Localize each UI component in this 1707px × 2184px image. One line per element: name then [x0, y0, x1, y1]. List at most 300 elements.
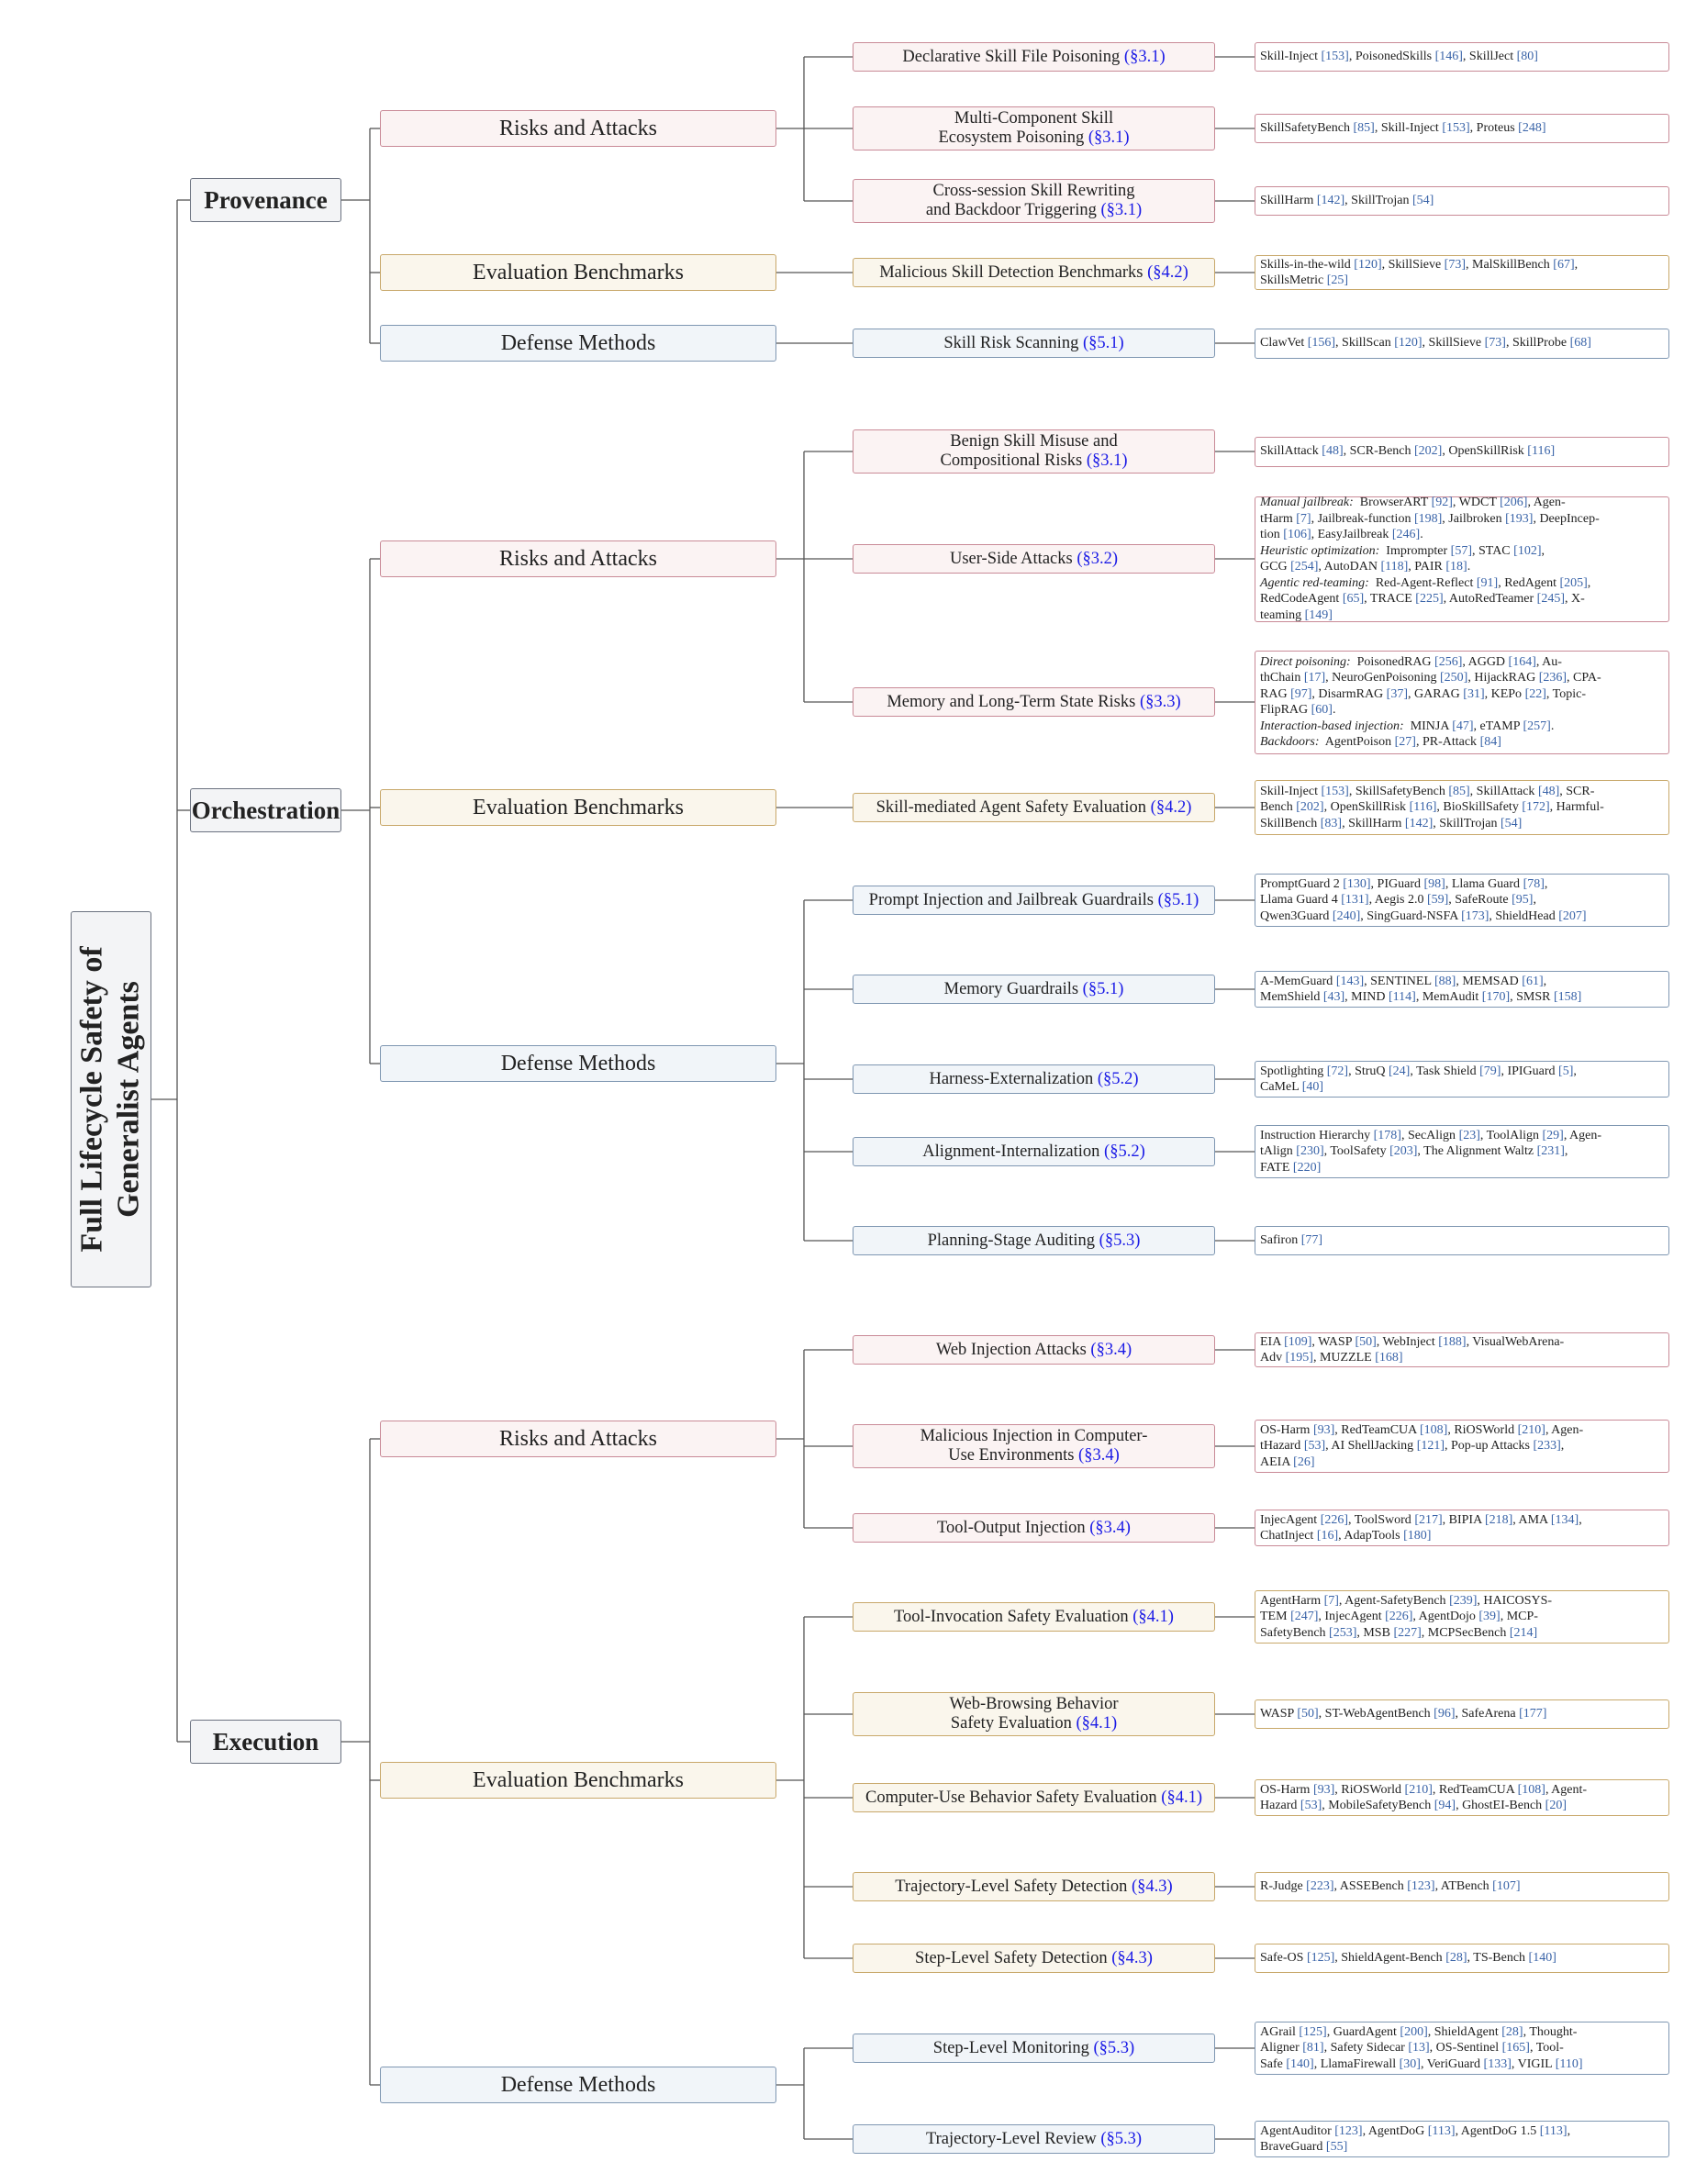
citation: [29] [1542, 1128, 1564, 1142]
category-line [902, 48, 1165, 67]
category-node [853, 1424, 1215, 1468]
category-title: Trajectory-Level Safety Detection [895, 1877, 1128, 1896]
category-line [938, 128, 1129, 148]
category-node [853, 258, 1215, 287]
method-names: , DeepIncep- [1533, 511, 1600, 526]
citation: [140] [1286, 2056, 1314, 2071]
citation: [16] [1316, 1529, 1339, 1543]
references-box [1255, 971, 1669, 1008]
method-names: , Pop-up Attacks [1445, 1439, 1534, 1454]
references-line [1260, 1798, 1587, 1814]
section-ref: (§5.2) [1104, 1142, 1145, 1161]
category-title: Ecosystem Poisoning [938, 128, 1085, 147]
category-line [933, 2039, 1134, 2058]
references-line [1260, 1782, 1587, 1799]
root-node [71, 911, 151, 1287]
method-names: , ToolSafety [1323, 1144, 1390, 1159]
method-names: Skills-in-the-wild [1260, 257, 1355, 272]
category-node [853, 429, 1215, 474]
method-names: , NeuroGenPoisoning [1325, 671, 1440, 685]
section-ref: (§3.1) [1088, 128, 1130, 147]
method-names: tHazard [1260, 1439, 1304, 1454]
citation: [207] [1558, 908, 1587, 923]
method-names: , EasyJailbreak [1311, 528, 1392, 541]
category-text [938, 109, 1129, 148]
category-text [936, 1341, 1132, 1360]
references-box [1255, 329, 1669, 359]
citation: [225] [1415, 592, 1444, 606]
category-text [926, 182, 1142, 220]
citation: [106] [1283, 528, 1311, 541]
method-names: , MemAudit [1415, 990, 1482, 1004]
method-names: , AdapTools [1338, 1529, 1404, 1543]
references-line [1260, 49, 1538, 65]
references-line [1260, 1512, 1582, 1529]
category-node [853, 1226, 1215, 1255]
citation: [217] [1414, 1512, 1443, 1527]
stage-provenance [190, 178, 341, 222]
method-names: , Thought- [1523, 2024, 1578, 2039]
method-names: , ATBench [1434, 1879, 1493, 1894]
category-node [853, 179, 1215, 223]
category-heading: Manual jailbreak: [1260, 496, 1357, 509]
method-names: , KEPo [1484, 686, 1525, 701]
category-text [869, 891, 1199, 910]
method-names: . [1420, 528, 1423, 541]
references-text [1260, 974, 1581, 1006]
method-names: , SkillProbe [1505, 336, 1570, 351]
citation: [125] [1299, 2024, 1327, 2039]
references-text [1260, 1232, 1322, 1249]
section-ref: (§5.3) [1100, 2129, 1143, 2148]
citation: [250] [1440, 671, 1468, 685]
group-label: Evaluation Benchmarks [473, 260, 684, 284]
method-names: , GARAG [1408, 686, 1464, 701]
references-line [1260, 591, 1600, 607]
citation: [133] [1483, 2056, 1512, 2071]
citation: [113] [1539, 2123, 1568, 2138]
method-names: , SkillSieve [1422, 336, 1485, 351]
citation: [28] [1501, 2024, 1523, 2039]
stage-orchestration [190, 788, 341, 832]
method-names: , ToolSword [1348, 1512, 1415, 1527]
citation: [85] [1353, 121, 1375, 136]
category-line [894, 1608, 1174, 1627]
references-line [1260, 1878, 1521, 1895]
citation: [245] [1536, 592, 1565, 606]
references-line [1260, 559, 1600, 575]
method-names: PoisonedRAG [1354, 654, 1435, 669]
citation: [168] [1375, 1351, 1403, 1365]
method-names: , STAC [1471, 543, 1514, 558]
citation: [248] [1518, 121, 1546, 136]
citation: [108] [1517, 1782, 1545, 1797]
category-node [853, 1872, 1215, 1901]
category-line [950, 550, 1118, 569]
method-names: , SENTINEL [1364, 974, 1434, 988]
method-names: , SecAlign [1400, 1128, 1459, 1142]
method-names: , ShieldAgent-Bench [1334, 1951, 1446, 1966]
citation: [143] [1335, 974, 1365, 988]
method-names: AEIA [1260, 1454, 1294, 1469]
method-names: , VeriGuard [1420, 2056, 1484, 2071]
citation: [108] [1420, 1422, 1448, 1437]
method-names: WASP [1260, 1707, 1298, 1722]
category-line [926, 2130, 1142, 2149]
method-names: tAlign [1260, 1144, 1297, 1159]
category-title: Tool-Invocation Safety Evaluation [894, 1607, 1129, 1626]
category-line [940, 451, 1127, 471]
category-node [853, 1602, 1215, 1632]
references-box [1255, 1061, 1669, 1098]
references-text [1260, 1512, 1582, 1544]
section-ref: (§5.1) [1082, 333, 1124, 352]
method-names: Instruction Hierarchy [1260, 1128, 1374, 1142]
citation: [93] [1312, 1782, 1335, 1797]
method-names: , Safety Sidecar [1323, 2041, 1409, 2056]
references-line [1260, 2024, 1583, 2041]
citation: [95] [1512, 893, 1534, 908]
section-ref: (§4.1) [1076, 1714, 1118, 1733]
citation: [26] [1293, 1454, 1315, 1469]
method-names: , Harmful- [1549, 800, 1604, 815]
method-names: Imprompter [1382, 543, 1451, 558]
category-title: Memory and Long-Term State Risks [887, 692, 1136, 711]
method-names: , Agen- [1545, 1422, 1584, 1437]
references-line [1260, 2040, 1583, 2056]
method-names: , MalSkillBench [1466, 257, 1554, 272]
category-node [853, 2034, 1215, 2063]
references-box [1255, 874, 1669, 927]
citation: [114] [1389, 990, 1416, 1004]
category-line [938, 109, 1129, 128]
method-names: , AI ShellJacking [1325, 1439, 1417, 1454]
category-title: Cross-session Skill Rewriting [932, 182, 1135, 200]
method-names: , SkillSafetyBench [1348, 784, 1449, 798]
citation: [92] [1431, 496, 1453, 509]
references-line [1260, 784, 1604, 800]
category-node [853, 544, 1215, 574]
citation: [77] [1300, 1233, 1323, 1248]
method-names: SkillsMetric [1260, 273, 1327, 287]
method-names: EIA [1260, 1334, 1285, 1349]
group-label: Defense Methods [500, 2072, 656, 2097]
references-line [1260, 2056, 1583, 2073]
citation: [203] [1389, 1144, 1418, 1159]
citation: [83] [1320, 816, 1343, 830]
category-line [876, 798, 1192, 818]
citation: [131] [1341, 893, 1369, 908]
citation: [22] [1524, 686, 1546, 701]
citation: [31] [1463, 686, 1485, 701]
citation: [236] [1538, 671, 1568, 685]
category-title: Benign Skill Misuse and [950, 432, 1118, 451]
citation: [110] [1555, 2056, 1583, 2071]
section-ref: (§3.3) [1139, 692, 1181, 711]
citation: [202] [1414, 444, 1443, 459]
category-title: Alignment-Internalization [922, 1142, 1100, 1161]
references-box [1255, 255, 1669, 290]
method-names: , SafeArena [1455, 1707, 1520, 1722]
references-line [1260, 1950, 1556, 1967]
method-names: AgentAuditor [1260, 2123, 1335, 2138]
method-names: , DisarmRAG [1311, 686, 1387, 701]
references-text [1260, 1782, 1587, 1814]
citation: [140] [1528, 1951, 1556, 1966]
category-node [853, 1692, 1215, 1736]
method-names: , AgentDoG 1.5 [1455, 2123, 1540, 2138]
citation: [53] [1300, 1799, 1322, 1812]
references-text [1260, 257, 1578, 289]
group-risk [380, 1421, 776, 1457]
category-node [853, 975, 1215, 1004]
references-line [1260, 543, 1600, 560]
citation: [233] [1533, 1439, 1561, 1454]
method-names: Adv [1260, 1351, 1286, 1365]
method-names: , MCP- [1500, 1610, 1538, 1624]
references-text [1260, 1706, 1546, 1722]
method-names: , [1533, 893, 1536, 908]
references-text [1260, 1128, 1601, 1176]
group-label: Evaluation Benchmarks [473, 795, 684, 819]
method-names: A-MemGuard [1260, 974, 1336, 988]
citation: [156] [1307, 336, 1336, 351]
references-line [1260, 1422, 1583, 1439]
method-names: FlipRAG [1260, 703, 1311, 717]
method-names: , MIND [1344, 990, 1389, 1004]
citation: [239] [1449, 1593, 1478, 1608]
citation: [23] [1458, 1128, 1480, 1142]
method-names: , AgentDoG [1362, 2123, 1428, 2138]
references-box [1255, 1125, 1669, 1178]
method-names: TEM [1260, 1610, 1291, 1624]
method-names: , ShieldAgent [1427, 2024, 1502, 2039]
method-names: GCG [1260, 560, 1291, 574]
category-line [950, 1714, 1119, 1733]
category-line [895, 1878, 1172, 1897]
category-title: Step-Level Monitoring [932, 2038, 1089, 2057]
category-title: Step-Level Safety Detection [915, 1948, 1108, 1967]
section-ref: (§4.1) [1161, 1788, 1202, 1807]
method-names: , Aegis 2.0 [1368, 893, 1427, 908]
method-names: , [1567, 2123, 1571, 2138]
category-node [853, 1064, 1215, 1094]
method-names: , HijackRAG [1467, 671, 1539, 685]
group-def [380, 2067, 776, 2103]
citation: [180] [1403, 1529, 1432, 1543]
references-box [1255, 1420, 1669, 1473]
citation: [153] [1442, 121, 1470, 136]
references-line [1260, 511, 1600, 528]
citation: [231] [1536, 1144, 1565, 1159]
citation: [57] [1450, 543, 1472, 558]
citation: [188] [1438, 1334, 1467, 1349]
method-names: Spotlighting [1260, 1064, 1327, 1078]
method-names: , Proteus [1469, 121, 1519, 136]
citation: [60] [1311, 703, 1333, 717]
references-line [1260, 1438, 1583, 1454]
references-text [1260, 193, 1434, 209]
citation: [73] [1484, 336, 1506, 351]
citation: [226] [1385, 1610, 1413, 1624]
references-box [1255, 1872, 1669, 1901]
method-names: OS-Harm [1260, 1782, 1313, 1797]
method-names: , LlamaFirewall [1313, 2056, 1400, 2071]
method-names: Safe-OS [1260, 1951, 1307, 1966]
method-names: . [1467, 560, 1471, 574]
section-ref: (§3.4) [1090, 1340, 1132, 1359]
method-names: , [1579, 1512, 1582, 1527]
category-line [920, 1427, 1148, 1446]
category-line [936, 1341, 1132, 1360]
citation: [81] [1302, 2041, 1324, 2056]
section-ref: (§5.1) [1157, 890, 1199, 909]
method-names: , Tool- [1529, 2041, 1564, 2056]
citation: [54] [1411, 194, 1434, 208]
method-names: , Llama Guard [1445, 876, 1523, 891]
references-box [1255, 780, 1669, 835]
citation: [172] [1522, 800, 1550, 815]
root-title-line2: Generalist Agents [112, 981, 147, 1218]
group-eval [380, 1762, 776, 1799]
category-text [895, 1878, 1172, 1897]
references-line [1260, 273, 1578, 289]
citation: [202] [1296, 800, 1324, 815]
references-line [1260, 974, 1581, 990]
references-text [1260, 335, 1591, 351]
citation: [54] [1501, 816, 1523, 830]
citation: [170] [1481, 990, 1511, 1004]
method-names: SkillBench [1260, 816, 1321, 830]
method-names: , SkillAttack [1469, 784, 1538, 798]
references-line [1260, 1454, 1583, 1471]
method-names: BrowserART [1356, 496, 1432, 509]
method-names: , [1587, 575, 1591, 590]
section-ref: (§5.3) [1093, 2038, 1135, 2057]
references-line [1260, 1350, 1564, 1366]
category-text [920, 1427, 1148, 1465]
category-node [853, 1783, 1215, 1812]
method-names: MemShield [1260, 990, 1323, 1004]
references-line [1260, 734, 1601, 751]
references-line [1260, 495, 1600, 511]
citation: [98] [1423, 876, 1445, 891]
citation: [210] [1404, 1782, 1433, 1797]
method-names: , MUZZLE [1312, 1351, 1376, 1365]
category-title: Safety Evaluation [950, 1714, 1072, 1733]
category-node [853, 1335, 1215, 1365]
citation: [97] [1290, 686, 1312, 701]
method-names: , TRACE [1364, 592, 1416, 606]
method-names: . [1550, 719, 1555, 733]
stage-label: Orchestration [191, 796, 340, 824]
method-names: tHarm [1260, 511, 1297, 526]
citation: [218] [1484, 1512, 1513, 1527]
method-names: ClawVet [1260, 336, 1308, 351]
category-line [865, 1788, 1202, 1808]
method-names: , MCPSecBench [1421, 1625, 1510, 1640]
category-node [853, 42, 1215, 72]
citation: [94] [1434, 1799, 1456, 1812]
references-box [1255, 114, 1669, 143]
root-title [74, 946, 148, 1252]
citation: [257] [1523, 719, 1551, 733]
references-box [1255, 437, 1669, 467]
citation: [85] [1448, 784, 1470, 798]
citation: [39] [1478, 1610, 1501, 1624]
citation: [120] [1354, 257, 1382, 272]
citation: [113] [1427, 2123, 1456, 2138]
references-text [1260, 495, 1600, 623]
method-names: Bench [1260, 800, 1297, 815]
category-line [879, 263, 1188, 283]
method-names: , RedTeamCUA [1432, 1782, 1518, 1797]
method-names: , RiOSWorld [1334, 1782, 1405, 1797]
citation: [134] [1550, 1512, 1579, 1527]
citation: [121] [1416, 1439, 1445, 1454]
method-names: , WDCT [1452, 496, 1501, 509]
method-names: , MEMSAD [1456, 974, 1523, 988]
references-line [1260, 1609, 1552, 1625]
method-names: AgentHarm [1260, 1593, 1324, 1608]
method-names: , ST-WebAgentBench [1318, 1707, 1434, 1722]
citation: [48] [1537, 784, 1560, 798]
citation: [72] [1326, 1064, 1349, 1078]
references-line [1260, 816, 1604, 832]
category-node [853, 1944, 1215, 1973]
method-names: , Agen- [1527, 496, 1566, 509]
category-title: Skill Risk Scanning [943, 333, 1079, 352]
method-names: , VIGIL [1511, 2056, 1556, 2071]
method-names: , [1560, 1439, 1565, 1454]
citation: [17] [1303, 671, 1326, 685]
method-names: , ShieldHead [1489, 908, 1559, 923]
stage-label: Execution [212, 1727, 319, 1755]
citation: [79] [1479, 1064, 1501, 1078]
citation: [226] [1320, 1512, 1349, 1527]
method-names: SkillAttack [1260, 444, 1322, 459]
category-title: Memory Guardrails [943, 979, 1079, 998]
group-label: Risks and Attacks [499, 1426, 657, 1451]
section-ref: (§5.2) [1097, 1069, 1139, 1088]
method-names: SafetyBench [1260, 1625, 1330, 1640]
method-names: , ASSEBench [1333, 1879, 1408, 1894]
citation: [142] [1404, 816, 1434, 830]
method-names: MINJA [1407, 719, 1453, 733]
category-text [922, 1142, 1145, 1162]
citation: [116] [1409, 800, 1437, 815]
method-names: , MSB [1356, 1625, 1394, 1640]
citation: [67] [1553, 257, 1575, 272]
citation: [205] [1559, 575, 1588, 590]
citation: [256] [1434, 654, 1463, 669]
category-line [943, 334, 1123, 353]
citation: [158] [1553, 990, 1582, 1004]
references-text [1260, 2123, 1570, 2156]
citation: [13] [1408, 2041, 1430, 2056]
section-ref: (§4.2) [1150, 797, 1192, 817]
citation: [59] [1426, 893, 1449, 908]
category-title: Use Environments [948, 1446, 1075, 1465]
method-names: , PAIR [1408, 560, 1446, 574]
references-line [1260, 1143, 1601, 1160]
citation: [73] [1444, 257, 1466, 272]
references-box [1255, 42, 1669, 72]
references-box [1255, 651, 1669, 754]
method-names: , [1543, 974, 1547, 988]
method-names: SkillHarm [1260, 194, 1317, 208]
references-line [1260, 1079, 1577, 1096]
